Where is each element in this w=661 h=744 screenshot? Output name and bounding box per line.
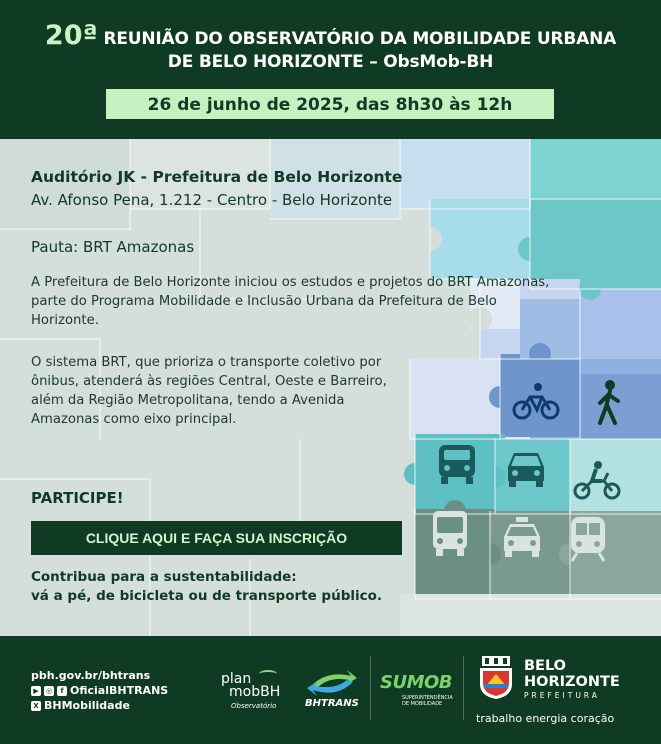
car-front-icon — [502, 447, 550, 489]
social-row-1 — [31, 684, 168, 697]
instagram-icon[interactable]: ◎ — [45, 686, 53, 695]
bhtrans-arrows-icon — [307, 670, 357, 696]
venue-name: Auditório JK - Prefeitura de Belo Horizonte — [31, 168, 403, 186]
youtube-icon[interactable]: ▶ — [31, 686, 41, 696]
x-icon[interactable]: X — [31, 701, 41, 711]
sustainability-message: Contribua para a sustentabilidade: vá a pé, de bicicleta ou de transporte público. — [31, 569, 383, 604]
coat-of-arms-icon — [476, 654, 516, 700]
social-row-2 — [31, 699, 130, 712]
event-date-banner: 26 de junho de 2025, das 8h30 às 12h — [105, 88, 555, 120]
car-front-icon — [436, 441, 478, 487]
venue-address: Av. Afonso Pena, 1.212 - Centro - Belo Horizonte — [31, 191, 393, 209]
website-link[interactable]: pbh.gov.br/bhtrans — [31, 669, 151, 682]
participate-heading: PARTICIPE! — [31, 489, 124, 507]
bus-front-icon — [430, 509, 470, 559]
sumob-logo: SUMOB SUPERINTENDÊNCIA DE MOBILIDADE — [380, 672, 453, 707]
content — [0, 139, 661, 636]
facebook-icon[interactable]: f — [57, 686, 67, 696]
agenda-paragraph-2: O sistema BRT, que prioriza o transporte coletivo por ônibus, atenderá às regiões Central, Oeste e Barreiro, além da Região Metropolitana, tendo a Avenida Amazonas como eixo principal. — [31, 355, 387, 427]
header — [0, 0, 661, 139]
register-button[interactable]: CLIQUE AQUI E FAÇA SUA INSCRIÇÃO — [31, 521, 402, 555]
footer-divider — [370, 656, 371, 720]
agenda-paragraph-1: A Prefeitura de Belo Horizonte iniciou os estudos e projetos do BRT Amazonas, parte do Programa Mobilidade e Inclusão Urbana da Prefeitura de Belo Horizonte. — [31, 275, 550, 328]
planmob-logo: plan mobBH Observatório — [221, 671, 281, 710]
title-line-2: DE BELO HORIZONTE – ObsMob-BH — [167, 52, 494, 72]
pedestrian-icon — [594, 379, 624, 427]
taxi-icon — [498, 515, 546, 561]
edition-number: 20ª — [44, 20, 98, 51]
main-panel — [0, 139, 661, 636]
bhtrans-logo: BHTRANS — [303, 670, 363, 714]
social-handle-2[interactable]: BHMobilidade — [44, 699, 130, 712]
bicycle-icon — [512, 381, 560, 421]
title-line-1: 20ª REUNIÃO DO OBSERVATÓRIO DA MOBILIDADE URBANA — [44, 20, 617, 51]
agenda-title: Pauta: BRT Amazonas — [31, 238, 195, 256]
pbh-logo: BELO HORIZONTE PREFEITURA trabalho energia coração — [476, 654, 646, 734]
footer — [0, 636, 661, 744]
social-handle-1[interactable]: OficialBHTRANS — [70, 684, 169, 697]
motorcycle-icon — [572, 459, 622, 501]
metro-train-icon — [568, 515, 608, 563]
footer-divider — [463, 656, 464, 720]
